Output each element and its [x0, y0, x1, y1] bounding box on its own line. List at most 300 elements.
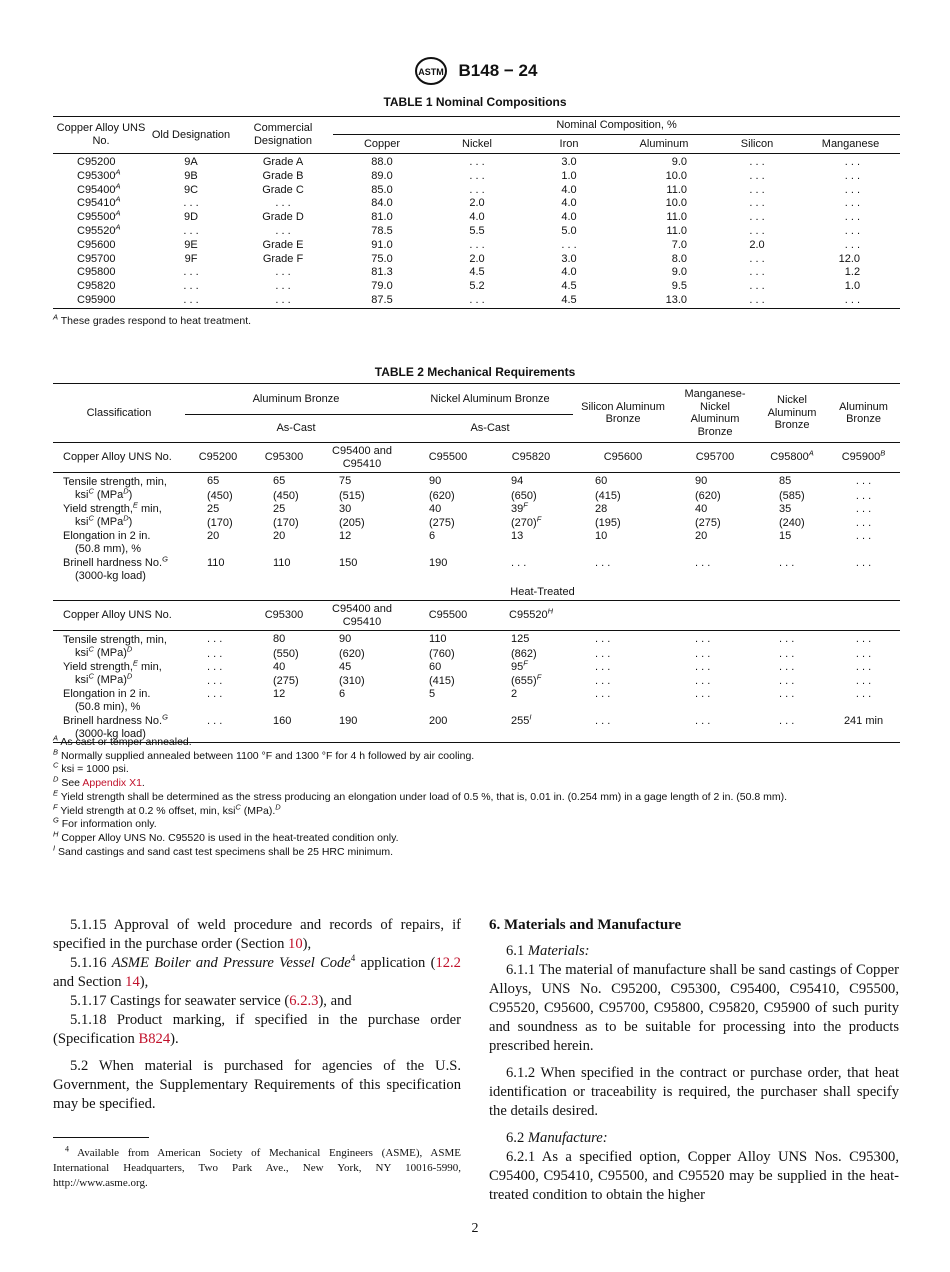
- t1-cell-si: . . .: [749, 211, 765, 224]
- t2-value: $255^I$: [511, 712, 532, 727]
- t2-alloy-header: $C95800^A$: [757, 443, 827, 473]
- t2-value: 25: [273, 503, 286, 515]
- table-row: [53, 701, 900, 716]
- t2-value-2: [317, 570, 407, 585]
- t1-cell-grade: . . .: [275, 293, 291, 306]
- t1-cell-old: . . .: [183, 197, 199, 210]
- t2-value: . . .: [779, 715, 795, 727]
- t2-value-2: . . .: [695, 647, 711, 660]
- table-row: [53, 280, 900, 294]
- t1-cell-si: . . .: [749, 280, 765, 293]
- t1-cell-ni: 4.5: [469, 266, 485, 279]
- t2-value: $39^F$: [511, 500, 528, 515]
- t2-value-2: . . .: [207, 647, 223, 660]
- t2-value-2: . . .: [595, 674, 611, 687]
- t2-alloy-header: [757, 601, 827, 631]
- table-row: [53, 170, 900, 184]
- t1-cell-alloy: C95900: [77, 293, 116, 306]
- t1-cell-cu: 91.0: [371, 238, 393, 251]
- t1-cell-mn: . . .: [844, 293, 861, 306]
- t2-value-2: [185, 570, 251, 585]
- t2-value: 125: [511, 632, 530, 645]
- t1-cell-si: . . .: [749, 197, 765, 210]
- link-appendix-x1[interactable]: Appendix X1: [82, 777, 142, 790]
- t2-footnote: $^E$ Yield strength shall be determined as the stress producing an elongation under load of 0.5 %, that is, 0.01 in. (0.254 mm) in a gage length of 2 in. (50.8 mm).: [53, 788, 788, 803]
- t2-value-2: . . .: [779, 647, 795, 660]
- t2-alloy-header: C95400 and C95410: [317, 601, 407, 631]
- t2-alloy-header: C95200: [185, 443, 251, 473]
- table-row: [53, 154, 900, 170]
- t1-cell-al: 11.0: [666, 211, 687, 224]
- link-6-2-3[interactable]: 6.2.3: [289, 993, 319, 1009]
- t2-value: . . .: [855, 474, 872, 487]
- table2-caption: TABLE 2 Mechanical Requirements: [374, 365, 576, 379]
- t2-value: 75: [339, 474, 352, 487]
- body-left-column: [53, 916, 461, 1114]
- t2-value: 12: [339, 530, 352, 542]
- t2-value-2: . . .: [779, 674, 795, 687]
- t2-alloy-header: C95500: [407, 601, 489, 631]
- t2-alloy-header: C95820: [489, 443, 573, 473]
- t2-uns-row: [53, 443, 900, 473]
- t2-value: 20: [695, 530, 708, 542]
- t1-cell-grade: Grade D: [262, 211, 304, 224]
- document-designation: B148 − 24: [458, 61, 538, 80]
- t2-uns-label: Copper Alloy UNS No.: [53, 443, 185, 473]
- t2-row-label: Yield strength,$^E$ min,: [63, 658, 162, 673]
- t1-cell-al: 9.0: [671, 266, 687, 279]
- t1-cell-al: 8.0: [671, 252, 687, 265]
- t1-cell-si: . . .: [749, 293, 765, 306]
- t2-value-2: (585): [779, 489, 805, 502]
- t2-value: . . .: [595, 632, 611, 645]
- t2-value-2: (310): [339, 674, 365, 687]
- t2-value: . . .: [855, 688, 872, 700]
- t2-header-heat-treated: Heat-Treated: [185, 584, 900, 601]
- t2-header-nickel-aluminum-bronze: Nickel Aluminum Bronze: [407, 384, 573, 415]
- t1-cell-old: 9B: [184, 169, 198, 182]
- t1-cell-ni: . . .: [469, 183, 485, 196]
- t2-value: . . .: [207, 688, 223, 700]
- table-row: [53, 543, 900, 558]
- table-row: [53, 294, 900, 308]
- t2-value-2: [489, 570, 573, 585]
- t1-cell-ni: 4.0: [469, 211, 485, 224]
- table-row: [53, 557, 900, 570]
- t2-value: 60: [595, 474, 608, 487]
- table-row: [53, 473, 900, 489]
- t1-header-aluminum: Aluminum: [615, 135, 713, 154]
- t2-row-label-2: ksi$^C$ (MPa)$^D$: [75, 670, 133, 686]
- t2-value: . . .: [855, 503, 872, 515]
- t1-cell-old: . . .: [183, 293, 199, 306]
- t2-value: 12: [273, 688, 286, 700]
- t2-row-label-2: (50.8 min), %: [75, 700, 141, 713]
- astm-logo-icon: [413, 56, 449, 86]
- t1-cell-grade: Grade F: [262, 252, 304, 265]
- t1-cell-fe: 4.5: [561, 280, 577, 293]
- t2-value: 200: [429, 715, 448, 727]
- t2-value: . . .: [695, 715, 711, 727]
- t1-cell-old: 9D: [183, 211, 199, 224]
- t2-alloy-header: C95300: [251, 601, 317, 631]
- t2-value-2: [827, 570, 900, 585]
- t1-cell-si: . . .: [749, 224, 765, 237]
- t2-value: 80: [273, 632, 286, 645]
- t1-cell-old: 9C: [183, 183, 199, 196]
- t1-cell-grade: . . .: [275, 224, 291, 237]
- t1-cell-grade: Grade E: [262, 238, 304, 251]
- t1-cell-fe: 4.0: [561, 197, 577, 210]
- t2-value-2: [407, 570, 489, 585]
- t2-value-2: (760): [429, 647, 455, 660]
- t2-header-manganese-nickel-aluminum-bronze: Manganese-Nickel Aluminum Bronze: [673, 384, 757, 443]
- t2-value: 90: [339, 632, 352, 645]
- t1-cell-cu: 75.0: [371, 252, 393, 265]
- t1-cell-cu: 87.5: [371, 293, 393, 306]
- link-b824[interactable]: B824: [138, 1031, 171, 1047]
- t2-value: . . .: [855, 530, 872, 542]
- t2-footnote: $^G$ For information only.: [53, 815, 157, 831]
- table-row: [53, 661, 900, 674]
- t2-value-2: [251, 570, 317, 585]
- t1-cell-fe: 4.0: [561, 183, 577, 196]
- t2-value-2: [573, 570, 673, 585]
- t2-alloy-header: $C95900^B$: [827, 443, 900, 473]
- t2-row-label-2: (50.8 mm), %: [75, 542, 142, 555]
- t2-value-2: [489, 543, 573, 558]
- table-row: [53, 489, 900, 504]
- t1-cell-si: . . .: [749, 183, 765, 196]
- t1-cell-si: . . .: [749, 252, 765, 265]
- t2-value-2: [673, 701, 757, 716]
- para-5-1-16: 5.1.16 ASME Boiler and Pressure Vessel Code$^4$ application (12.2 and Section 14),: [53, 953, 461, 990]
- t1-cell-old: 9F: [184, 252, 198, 265]
- t1-cell-old: . . .: [183, 280, 199, 293]
- t2-value: 85: [779, 474, 792, 487]
- para-6-1-2: 6.1.2 When specified in the contract or purchase order, that heat identification or traceability is required, the purchaser shall specify the details desired.: [489, 1065, 899, 1119]
- t2-value: 90: [695, 474, 708, 487]
- t2-value: 13: [511, 530, 524, 542]
- t2-value-2: (240): [779, 516, 805, 529]
- t1-cell-ni: 2.0: [469, 252, 485, 265]
- t1-cell-si: . . .: [749, 266, 765, 279]
- para-5-2: 5.2 When material is purchased for agencies of the U.S. Government, the Supplementary Requirements of this specification may be specified.: [53, 1058, 461, 1112]
- t2-heat-treated-row: [53, 584, 900, 601]
- t2-value: 190: [339, 715, 358, 727]
- t1-cell-ni: . . .: [469, 156, 485, 168]
- t1-cell-alloy: $C95300^A$: [77, 167, 121, 182]
- t2-row-label-2: (3000-kg load): [75, 569, 146, 582]
- t1-cell-ni: 5.2: [469, 280, 485, 293]
- t1-cell-alloy: $C95520^A$: [77, 222, 121, 237]
- t2-value: 6: [339, 688, 346, 700]
- t2-row-label-2: ksi$^C$ (MPa$^D$): [75, 485, 133, 501]
- t2-header-silicon-aluminum-bronze: Silicon Aluminum Bronze: [573, 384, 673, 443]
- t1-cell-si: . . .: [749, 169, 765, 182]
- t2-value-2: [827, 701, 900, 716]
- t1-cell-cu: 81.3: [371, 266, 393, 279]
- t2-value: . . .: [779, 557, 795, 569]
- t2-value-2: [573, 701, 673, 716]
- t1-cell-al: 9.5: [671, 280, 687, 293]
- t2-value-2: (450): [207, 489, 233, 502]
- footnote-rule: [53, 1137, 149, 1138]
- t2-header-as-cast: As-Cast: [185, 415, 407, 443]
- t2-value-2: . . .: [207, 674, 223, 687]
- t1-cell-alloy: $C95500^A$: [77, 208, 121, 224]
- t1-header-silicon: Silicon: [713, 135, 801, 154]
- t2-value: 30: [339, 503, 352, 515]
- t1-cell-alloy: C95600: [77, 238, 116, 251]
- t1-cell-ni: 2.0: [469, 197, 485, 210]
- t2-value-2: [185, 701, 251, 716]
- body-right-column: [489, 916, 899, 1205]
- t2-value-2: [407, 543, 489, 558]
- t2-value-2: (205): [339, 516, 365, 529]
- t2-value-2: (415): [595, 489, 621, 502]
- t2-alloy-header: $C95520^H$: [489, 601, 573, 631]
- t1-header-old: Old Designation: [149, 117, 233, 154]
- table-row: [53, 570, 900, 585]
- t2-value-2: [827, 728, 900, 743]
- t2-value: . . .: [595, 688, 611, 700]
- t1-cell-ni: 5.5: [469, 224, 485, 237]
- t2-row-label: Brinell hardness No.$^G$: [63, 554, 168, 569]
- t2-value: 28: [595, 503, 608, 515]
- t1-cell-mn: . . .: [844, 169, 861, 182]
- t2-value: 25: [207, 503, 220, 515]
- table-row: [53, 211, 900, 225]
- t2-value: 10: [595, 530, 608, 542]
- t1-cell-alloy: C95700: [77, 252, 116, 265]
- t2-value-2: [317, 543, 407, 558]
- t1-header-copper: Copper: [333, 135, 431, 154]
- page-number: 2: [471, 1221, 479, 1236]
- t2-value-2: [757, 543, 827, 558]
- t2-row-label-2: ksi$^C$ (MPa$^D$): [75, 512, 133, 528]
- t2-value: 5: [429, 688, 436, 700]
- t2-value-2: [673, 543, 757, 558]
- t2-value: . . .: [511, 557, 527, 569]
- t1-cell-alloy: C95820: [77, 280, 116, 293]
- t1-cell-al: 11.0: [666, 224, 687, 237]
- t2-value: 2: [511, 688, 518, 700]
- t1-cell-cu: 79.0: [371, 280, 393, 293]
- svg-text:ASTM: ASTM: [417, 67, 444, 77]
- t1-cell-fe: 5.0: [561, 224, 577, 237]
- section-6-heading: 6. Materials and Manufacture: [489, 917, 682, 933]
- table-row: [53, 715, 900, 728]
- t2-value-2: . . .: [695, 674, 711, 687]
- t2-footnote: $^B$ Normally supplied annealed between 1100 °F and 1300 °F for 4 h followed by air cooling.: [53, 747, 475, 762]
- table-row: [53, 631, 900, 647]
- t2-value-2: [757, 570, 827, 585]
- table1-footnote: $^A$ These grades respond to heat treatment.: [53, 312, 252, 327]
- t2-value: 190: [429, 557, 448, 569]
- para-5-1-15: 5.1.15 Approval of weld procedure and records of repairs, if specified in the purchase order (Section 10),: [53, 917, 461, 952]
- t1-cell-al: 11.0: [666, 183, 687, 196]
- t1-cell-grade: Grade B: [262, 169, 304, 182]
- t2-row-label: Brinell hardness No.$^G$: [63, 712, 168, 727]
- para-6-2-1: 6.2.1 As a specified option, Copper Alloy UNS Nos. C95300, C95400, C95410, C95500, and C95520 may be supplied in the heat-treated condition to obtain the higher: [489, 1149, 899, 1203]
- t2-value-2: [827, 543, 900, 558]
- t2-row-label: Yield strength,$^E$ min,: [63, 500, 162, 515]
- t2-value: . . .: [779, 688, 795, 700]
- t2-value: . . .: [779, 661, 795, 673]
- table-row: [53, 530, 900, 543]
- t1-cell-grade: . . .: [275, 280, 291, 293]
- t2-value: . . .: [779, 632, 795, 645]
- t2-value-2: (550): [273, 647, 299, 660]
- t2-value: 94: [511, 474, 524, 487]
- t1-cell-si: 2.0: [749, 238, 765, 251]
- t2-row-label: Tensile strength, min,: [63, 476, 167, 488]
- t2-value: . . .: [855, 557, 872, 569]
- t1-cell-fe: 1.0: [561, 169, 577, 182]
- t2-value: . . .: [207, 632, 223, 645]
- t2-header-aluminum-bronze: Aluminum Bronze: [185, 384, 407, 415]
- table1-caption: TABLE 1 Nominal Compositions: [383, 95, 567, 109]
- table-row: [53, 688, 900, 701]
- t2-value-2: [407, 701, 489, 716]
- t2-row-label-2: ksi$^C$ (MPa)$^D$: [75, 643, 133, 659]
- t2-alloy-header: C95400 and C95410: [317, 443, 407, 473]
- t2-value: 65: [207, 474, 220, 487]
- t2-row-label: Elongation in 2 in.: [63, 530, 151, 542]
- table-row: [53, 253, 900, 267]
- t1-cell-mn: . . .: [844, 224, 861, 237]
- t1-cell-ni: . . .: [469, 169, 485, 182]
- t2-value-2: (275): [273, 674, 299, 687]
- table-row: [53, 266, 900, 280]
- link-12-2[interactable]: 12.2: [435, 955, 461, 971]
- t2-value: . . .: [855, 661, 872, 673]
- t2-value-2: (275): [695, 516, 721, 529]
- t2-value: 20: [207, 530, 220, 542]
- t2-value-2: [251, 701, 317, 716]
- t2-alloy-header: [573, 601, 673, 631]
- t1-cell-al: 13.0: [665, 293, 687, 306]
- link-section-14[interactable]: 14: [125, 974, 140, 990]
- t2-value-2: (620): [339, 647, 365, 660]
- t2-alloy-header: C95300: [251, 443, 317, 473]
- t2-value: . . .: [695, 688, 711, 700]
- t2-value: 150: [339, 557, 358, 569]
- t2-value: . . .: [855, 632, 872, 645]
- t2-header-as-cast-2: As-Cast: [407, 415, 573, 443]
- t2-value: 35: [779, 503, 792, 515]
- table-row: [53, 239, 900, 253]
- t2-footnote: $^I$ Sand castings and sand cast test specimens shall be 25 HRC minimum.: [53, 843, 394, 858]
- footnote-4: $^4$ Available from American Society of Mechanical Engineers (ASME), ASME International Headquarters, Two Park Ave., New York, NY 10016-5990, http://www.asme.org.: [53, 1144, 461, 1189]
- t1-cell-alloy: C95200: [77, 156, 116, 168]
- t2-value-2: [573, 543, 673, 558]
- t1-cell-ni: . . .: [469, 293, 485, 306]
- t1-cell-mn: 1.0: [844, 280, 861, 293]
- t2-header-nickel-aluminum-bronze-2: Nickel Aluminum Bronze: [757, 384, 827, 443]
- t2-alloy-header: [673, 601, 757, 631]
- para-5-1-17: 5.1.17 Castings for seawater service (6.2.3), and: [70, 993, 352, 1009]
- t2-footnote: $^H$ Copper Alloy UNS No. C95520 is used in the heat-treated condition only.: [53, 829, 399, 844]
- t2-value-2: [185, 543, 251, 558]
- t1-cell-old: . . .: [183, 224, 199, 237]
- t2-value: 40: [429, 503, 442, 515]
- t1-cell-mn: 12.0: [838, 252, 861, 265]
- link-section-10[interactable]: 10: [288, 936, 303, 952]
- t2-value: . . .: [595, 661, 611, 673]
- t1-cell-fe: 4.5: [561, 293, 577, 306]
- t1-cell-al: 9.0: [671, 156, 687, 168]
- t2-value: 160: [273, 715, 292, 727]
- t2-alloy-header: C95500: [407, 443, 489, 473]
- t2-value: 110: [429, 632, 447, 645]
- t2-alloy-header: C95600: [573, 443, 673, 473]
- t1-cell-al: 10.0: [665, 197, 687, 210]
- t1-cell-old: . . .: [183, 266, 199, 279]
- t1-cell-cu: 85.0: [371, 183, 393, 196]
- t2-value: . . .: [595, 715, 611, 727]
- t2-row-label: Elongation in 2 in.: [63, 688, 151, 700]
- t2-value: . . .: [595, 557, 611, 569]
- t1-cell-mn: 1.2: [844, 266, 861, 279]
- para-5-1-18: 5.1.18 Product marking, if specified in the purchase order (Specification B824).: [53, 1012, 461, 1047]
- t1-cell-mn: . . .: [844, 183, 861, 196]
- t2-value: 110: [273, 557, 291, 569]
- t2-alloy-header: [185, 601, 251, 631]
- t1-cell-old: 9E: [184, 238, 198, 251]
- t1-header-manganese: Manganese: [801, 135, 900, 154]
- t1-cell-alloy: $C95400^A$: [77, 180, 121, 196]
- t2-value-2: . . .: [855, 674, 872, 687]
- t2-value-2: (515): [339, 489, 365, 502]
- t1-cell-fe: . . .: [561, 238, 577, 251]
- t2-row-label-2: (3000-kg load): [75, 727, 146, 740]
- t2-value: . . .: [695, 557, 711, 569]
- t2-alloy-header: [827, 601, 900, 631]
- t2-value-2: [673, 570, 757, 585]
- t2-value: $95^F$: [511, 658, 528, 673]
- t2-footnote: $^A$ As cast or temper annealed.: [53, 733, 192, 748]
- t2-footnote: $^D$ See Appendix X1.: [53, 774, 145, 790]
- t2-row-label: Tensile strength, min,: [63, 634, 167, 646]
- t2-value-2: [757, 701, 827, 716]
- t1-header-alloy: Copper Alloy UNS No.: [53, 117, 149, 154]
- para-6-1-1: 6.1.1 The material of manufacture shall be sand castings of Copper Alloys, UNS No. C95200, C95300, C95400, C95410, C95500, C95520, C95600, C95700, C95800, C95820, C95900 of such purity and soundness as to be suitable for processing into the products prescribed herein.: [489, 962, 899, 1054]
- t2-value: . . .: [695, 661, 711, 673]
- t2-value-2: (195): [595, 516, 621, 529]
- t2-value-2: (275): [429, 516, 455, 529]
- t1-cell-fe: 4.0: [561, 211, 577, 224]
- t2-value: 65: [273, 474, 286, 487]
- t1-cell-grade: . . .: [275, 197, 291, 210]
- t2-value: 15: [779, 530, 792, 542]
- t1-cell-mn: . . .: [844, 156, 861, 168]
- t2-value-2: (170): [273, 516, 299, 529]
- t2-value-2: [317, 701, 407, 716]
- t2-value-2: (415): [429, 674, 455, 687]
- t2-header-aluminum-bronze-2: Aluminum Bronze: [827, 384, 900, 443]
- t1-cell-cu: 81.0: [371, 211, 393, 224]
- t2-value-2: . . .: [855, 516, 872, 529]
- t1-cell-grade: . . .: [275, 266, 291, 279]
- t1-header-nominal: Nominal Composition, %: [556, 119, 677, 131]
- t1-header-commercial: Commercial Designation: [233, 117, 333, 154]
- t1-cell-fe: 4.0: [561, 266, 577, 279]
- t2-value: 241 min: [843, 715, 884, 727]
- t2-header-classification: Classification: [53, 384, 185, 443]
- t1-cell-si: . . .: [749, 156, 765, 168]
